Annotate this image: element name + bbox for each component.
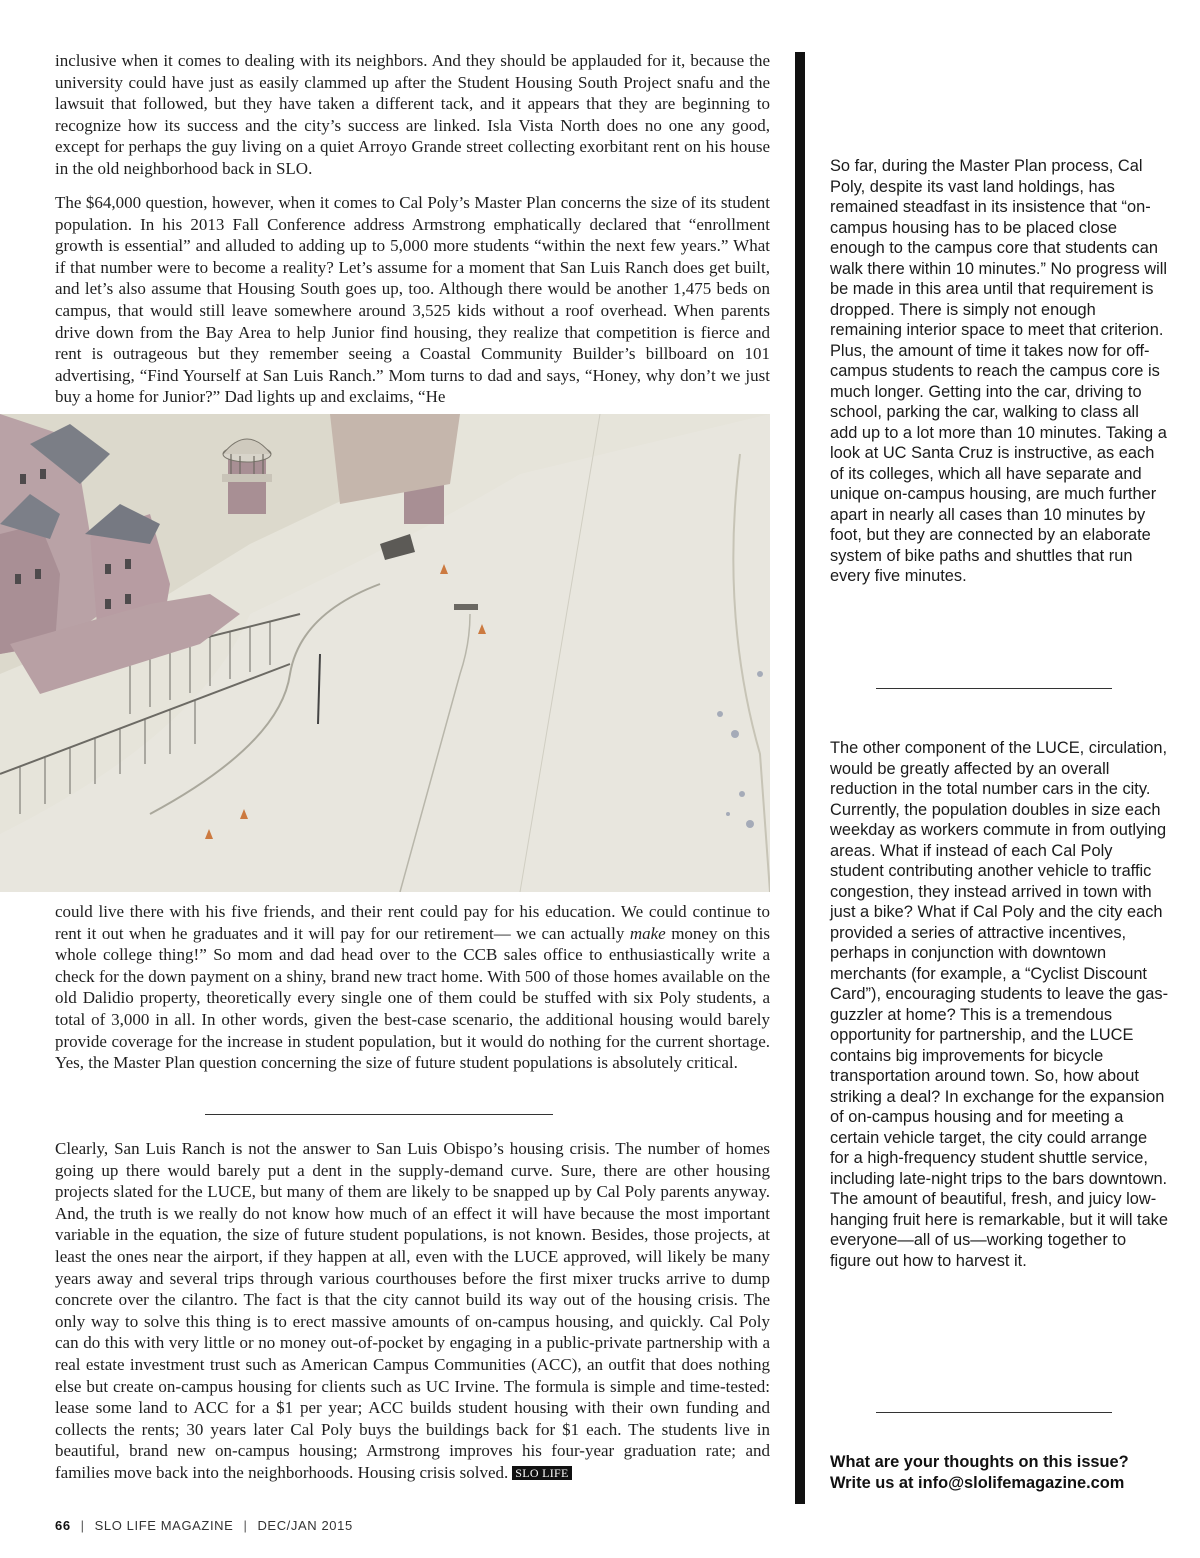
reader-feedback-callout bbox=[830, 1452, 1180, 1493]
footer-separator: | bbox=[80, 1518, 85, 1533]
emphasis-word: make bbox=[629, 923, 666, 943]
article-paragraph-2 bbox=[55, 192, 770, 408]
sidebar-paragraph-2 bbox=[830, 738, 1170, 1271]
page-footer bbox=[55, 1518, 353, 1533]
page-number: 66 bbox=[55, 1518, 71, 1533]
paragraph-text-part: could live there with his five friends, and their rent could pay for his education. We could continue to rent it out when he graduates and it will pay for our retirement— we can actually bbox=[55, 902, 770, 943]
section-divider bbox=[205, 1114, 553, 1115]
end-mark-badge: SLO LIFE bbox=[512, 1466, 571, 1480]
paragraph-text: The $64,000 question, however, when it comes to Cal Poly’s Master Plan concerns the size of its student population. In his 2013 Fall Conference address Armstrong emphatically declared that “enrollment growth is essential” and alluded to adding up to 5,000 more students “within the next few years.” What if that number were to become a reality? Let’s assume for a moment that San Luis Ranch does get built, and let’s also assume that Housing South goes up, too. Although there would be another 1,475 beds on campus, that would still leave somewhere around 3,525 kids without a roof overhead. When parents drive down from the Bay Area to help Junior find housing, they realize that competition is fierce and rent is outrageous but they remember seeing a Coastal Community Builder’s billboard on 101 advertising, “Find Yourself at San Luis Ranch.” Mom turns to dad and says, “Honey, why don’t we just buy a home for Junior?” Dad lights up and exclaims, “He bbox=[55, 193, 770, 407]
sidebar-paragraph-1 bbox=[830, 156, 1170, 587]
street-illustration bbox=[0, 414, 770, 892]
paragraph-text bbox=[55, 1138, 770, 1484]
sidebar-divider bbox=[876, 688, 1112, 689]
publication-name: SLO LIFE MAGAZINE bbox=[94, 1518, 234, 1533]
paragraph-text bbox=[55, 901, 770, 1074]
article-paragraph-4 bbox=[55, 1138, 770, 1484]
paragraph-text: So far, during the Master Plan process, Cal Poly, despite its vast land holdings, has remained steadfast in its insistence that “on-campus housing has to be placed close enough to the campus core that students can walk there within 10 minutes.” No progress will be made in this area until that requirement is dropped. There is simply not enough remaining interior space to meet that criterion. Plus, the amount of time it takes now for off-campus students to reach the campus core is much longer. Getting into the car, driving to school, parking the car, walking to class all add up to a lot more than 10 minutes. Taking a look at UC Santa Cruz is instructive, as each of its colleges, which all have separate and unique on-campus housing, are much further apart in nearly all cases than 10 minutes by foot, but they are connected by an elaborate system of bike paths and shuttles that run every five minutes. bbox=[830, 157, 1168, 585]
footer-separator: | bbox=[243, 1518, 248, 1533]
column-divider-bar bbox=[795, 52, 805, 1504]
paragraph-text: The other component of the LUCE, circulation, would be greatly affected by an overall reduction in the total number cars in the city. Currently, the population doubles in size each weekday as workers commute in from outlying areas. What if instead of each Cal Poly student contributing another vehicle to traffic congestion, they instead arrived in town with just a bike? What if Cal Poly and the city each provided a series of attractive incentives, perhaps in conjunction with downtown merchants (for example, a “Cyclist Discount Card”), encouraging students to leave the gas-guzzler at home? This is a tremendous opportunity for partnership, and the LUCE contains big improvements for bicycle transportation around town. So, how about striking a deal? In exchange for the expansion of on-campus housing and for meeting a certain vehicle target, the city could arrange for a high-frequency student shuttle service, including late-night trips to the bars downtown. The amount of beautiful, fresh, and juicy low-hanging fruit here is remarkable, but it will take everyone—all of us—working together to figure out how to harvest it. bbox=[830, 739, 1169, 1270]
callout-question: What are your thoughts on this issue? bbox=[830, 1453, 1129, 1471]
paragraph-text-part: Clearly, San Luis Ranch is not the answer to San Luis Obispo’s housing crisis. The number of homes going up there would barely put a dent in the supply-demand curve. Sure, there are other housing projects slated for the LUCE, but many of them are likely to be snapped up by Cal Poly parents anyway. And, the truth is we really do not know how much of an effect it will have because the most important variable in the equation, the size of future student populations, is not known. Besides, those projects, at least the ones near the airport, if they happen at all, even with the LUCE approved, will likely be many years away and several trips through various courthouses before the first mixer trucks arrive to dump concrete over the cilantro. The fact is that the city cannot build its way out of the housing crisis. The only way to solve this thing is to erect massive amounts of on-campus housing, and quickly. Cal Poly can do this with very little or no money out-of-pocket by engaging in a public-private partnership with a real estate investment trust such as American Campus Communities (ACC), an outfit that does nothing else but create on-campus housing for clients such as UC Irvine. The formula is simple and time-tested: lease some land to ACC for a $1 per year; ACC builds student housing with their own funding and collects the rents; 30 years later Cal Poly buys the buildings back for $1 each. The students live in beautiful, brand new on-campus housing; Armstrong improves his four-year graduation rate; and families move back into the neighborhoods. Housing crisis solved. bbox=[55, 1139, 770, 1482]
paragraph-text-part: money on this whole college thing!” So mom and dad head over to the CCB sales office to enthusiastically write a check for the down payment on a shiny, brand new tract home. With 500 of those homes available on the old Dalidio property, theoretically every single one of them could be stuffed with six Poly students, a total of 3,000 in all. In other words, given the best-case scenario, the additional housing would barely provide coverage for the increase in student population, but it would do nothing for the current shortage. Yes, the Master Plan question concerning the size of future student populations is absolutely critical. bbox=[55, 923, 770, 1073]
callout-email[interactable]: Write us at info@slolifemagazine.com bbox=[830, 1473, 1125, 1492]
sidebar-divider bbox=[876, 1412, 1112, 1413]
article-paragraph-1 bbox=[55, 50, 770, 180]
issue-date: DEC/JAN 2015 bbox=[257, 1518, 353, 1533]
article-paragraph-3 bbox=[55, 901, 770, 1074]
paragraph-text: inclusive when it comes to dealing with its neighbors. And they should be applauded for it, because the university could have just as easily clammed up after the Student Housing South Project snafu and the lawsuit that followed, but they have taken a different tack, and it appears that they are beginning to recognize how its success and the city’s success are linked. Isla Vista North does no one any good, except for perhaps the guy living on a quiet Arroyo Grande street collecting exorbitant rent on his house in the old neighborhood back in SLO. bbox=[55, 51, 770, 178]
